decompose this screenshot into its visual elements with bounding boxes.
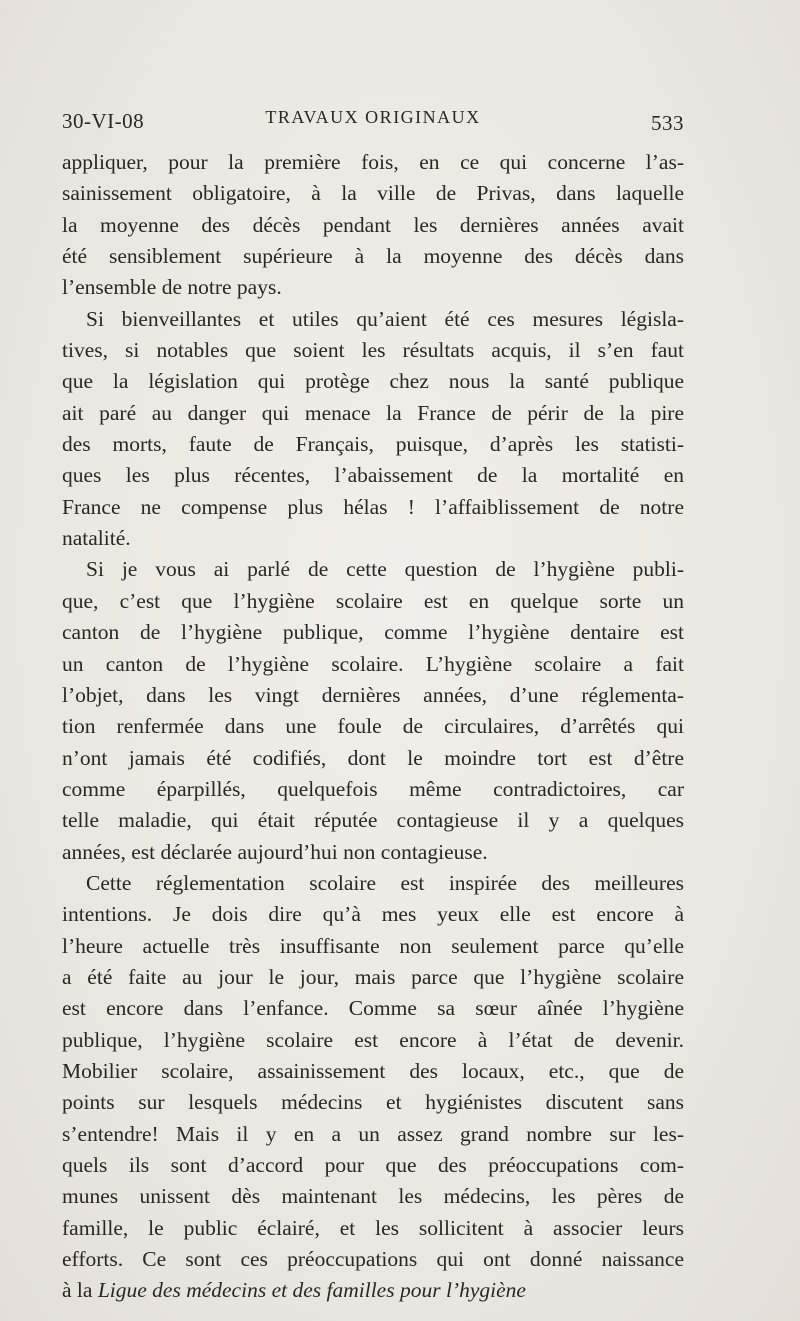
text-line: années, est déclarée aujourd’hui non contagieuse.: [62, 839, 488, 864]
text-line: n’ont jamais été codifiés, dont le moindre tort est d’être: [62, 745, 684, 770]
text-line: canton de l’hygiène publique, comme l’hygiène dentaire est: [62, 620, 684, 645]
running-header: [62, 103, 684, 137]
text-line: intentions. Je dois dire qu’à mes yeux elle est encore à: [62, 902, 684, 927]
header-section-title: TRAVAUX ORIGINAUX: [265, 107, 481, 127]
text-line: comme éparpillés, quelquefois même contradictoires, car: [62, 776, 684, 801]
text-line: points sur lesquels médecins et hygiénistes discutent sans: [62, 1090, 684, 1115]
text-line: est encore dans l’enfance. Comme sa sœur aînée l’hygiène: [62, 996, 684, 1021]
body-text: [62, 147, 684, 1307]
text-line: munes unissent dès maintenant les médecins, les pères de: [62, 1184, 684, 1209]
text-line: telle maladie, qui était réputée contagieuse il y a quelques: [62, 808, 684, 833]
page-number: 533: [651, 111, 684, 135]
final-text-line: [62, 1275, 684, 1306]
text-line: France ne compense plus hélas ! l’affaiblissement de notre: [62, 494, 684, 519]
text-line: l’ensemble de notre pays.: [62, 275, 282, 300]
text-line: s’entendre! Mais il y en a un assez grand nombre sur les-: [62, 1121, 684, 1146]
text-line: tion renfermée dans une foule de circulaires, d’arrêtés qui: [62, 714, 684, 739]
text-line: Si bienveillantes et utiles qu’aient été ces mesures législa-: [86, 306, 684, 331]
text-line: l’objet, dans les vingt dernières années, d’une réglementa-: [62, 682, 684, 707]
text-line: publique, l’hygiène scolaire est encore à l’état de devenir.: [62, 1027, 684, 1052]
text-line: appliquer, pour la première fois, en ce qui concerne l’as-: [62, 150, 684, 174]
text-line: des morts, faute de Français, puisque, d’après les statisti-: [62, 432, 684, 457]
organization-title-italic: Ligue des médecins et des familles pour l’hygiène: [97, 1278, 526, 1303]
text-line: a été faite au jour le jour, mais parce que l’hygiène scolaire: [62, 964, 684, 989]
text-line: Mobilier scolaire, assainissement des locaux, etc., que de: [62, 1058, 684, 1083]
text-line: efforts. Ce sont ces préoccupations qui ont donné naissance: [62, 1247, 684, 1272]
text-line: natalité.: [62, 526, 131, 551]
text-line: ait paré au danger qui menace la France de périr de la pire: [62, 400, 684, 425]
header-date: 30-VI-08: [62, 109, 145, 133]
text-line: été sensiblement supérieure à la moyenne des décès dans: [62, 244, 684, 269]
text-line: ques les plus récentes, l’abaissement de la mortalité en: [62, 463, 684, 488]
text-line: quels ils sont d’accord pour que des préoccupations com-: [62, 1153, 684, 1177]
text-line: un canton de l’hygiène scolaire. L’hygiène scolaire a fait: [62, 651, 684, 676]
text-line: tives, si notables que soient les résultats acquis, il s’en faut: [62, 338, 684, 363]
text-line: la moyenne des décès pendant les dernières années avait: [62, 212, 684, 237]
text-line: que, c’est que l’hygiène scolaire est en quelque sorte un: [62, 588, 684, 613]
text-line: que la législation qui protège chez nous la santé publique: [62, 369, 684, 394]
final-line-prefix: à la: [62, 1278, 98, 1303]
text-line: Si je vous ai parlé de cette question de l’hygiène publi-: [86, 557, 684, 582]
text-line: famille, le public éclairé, et les sollicitent à associer leurs: [62, 1215, 684, 1240]
text-line: Cette réglementation scolaire est inspirée des meilleures: [86, 870, 684, 895]
text-line: l’heure actuelle très insuffisante non seulement parce qu’elle: [62, 933, 684, 958]
text-line: sainissement obligatoire, à la ville de Privas, dans laquelle: [62, 181, 684, 206]
